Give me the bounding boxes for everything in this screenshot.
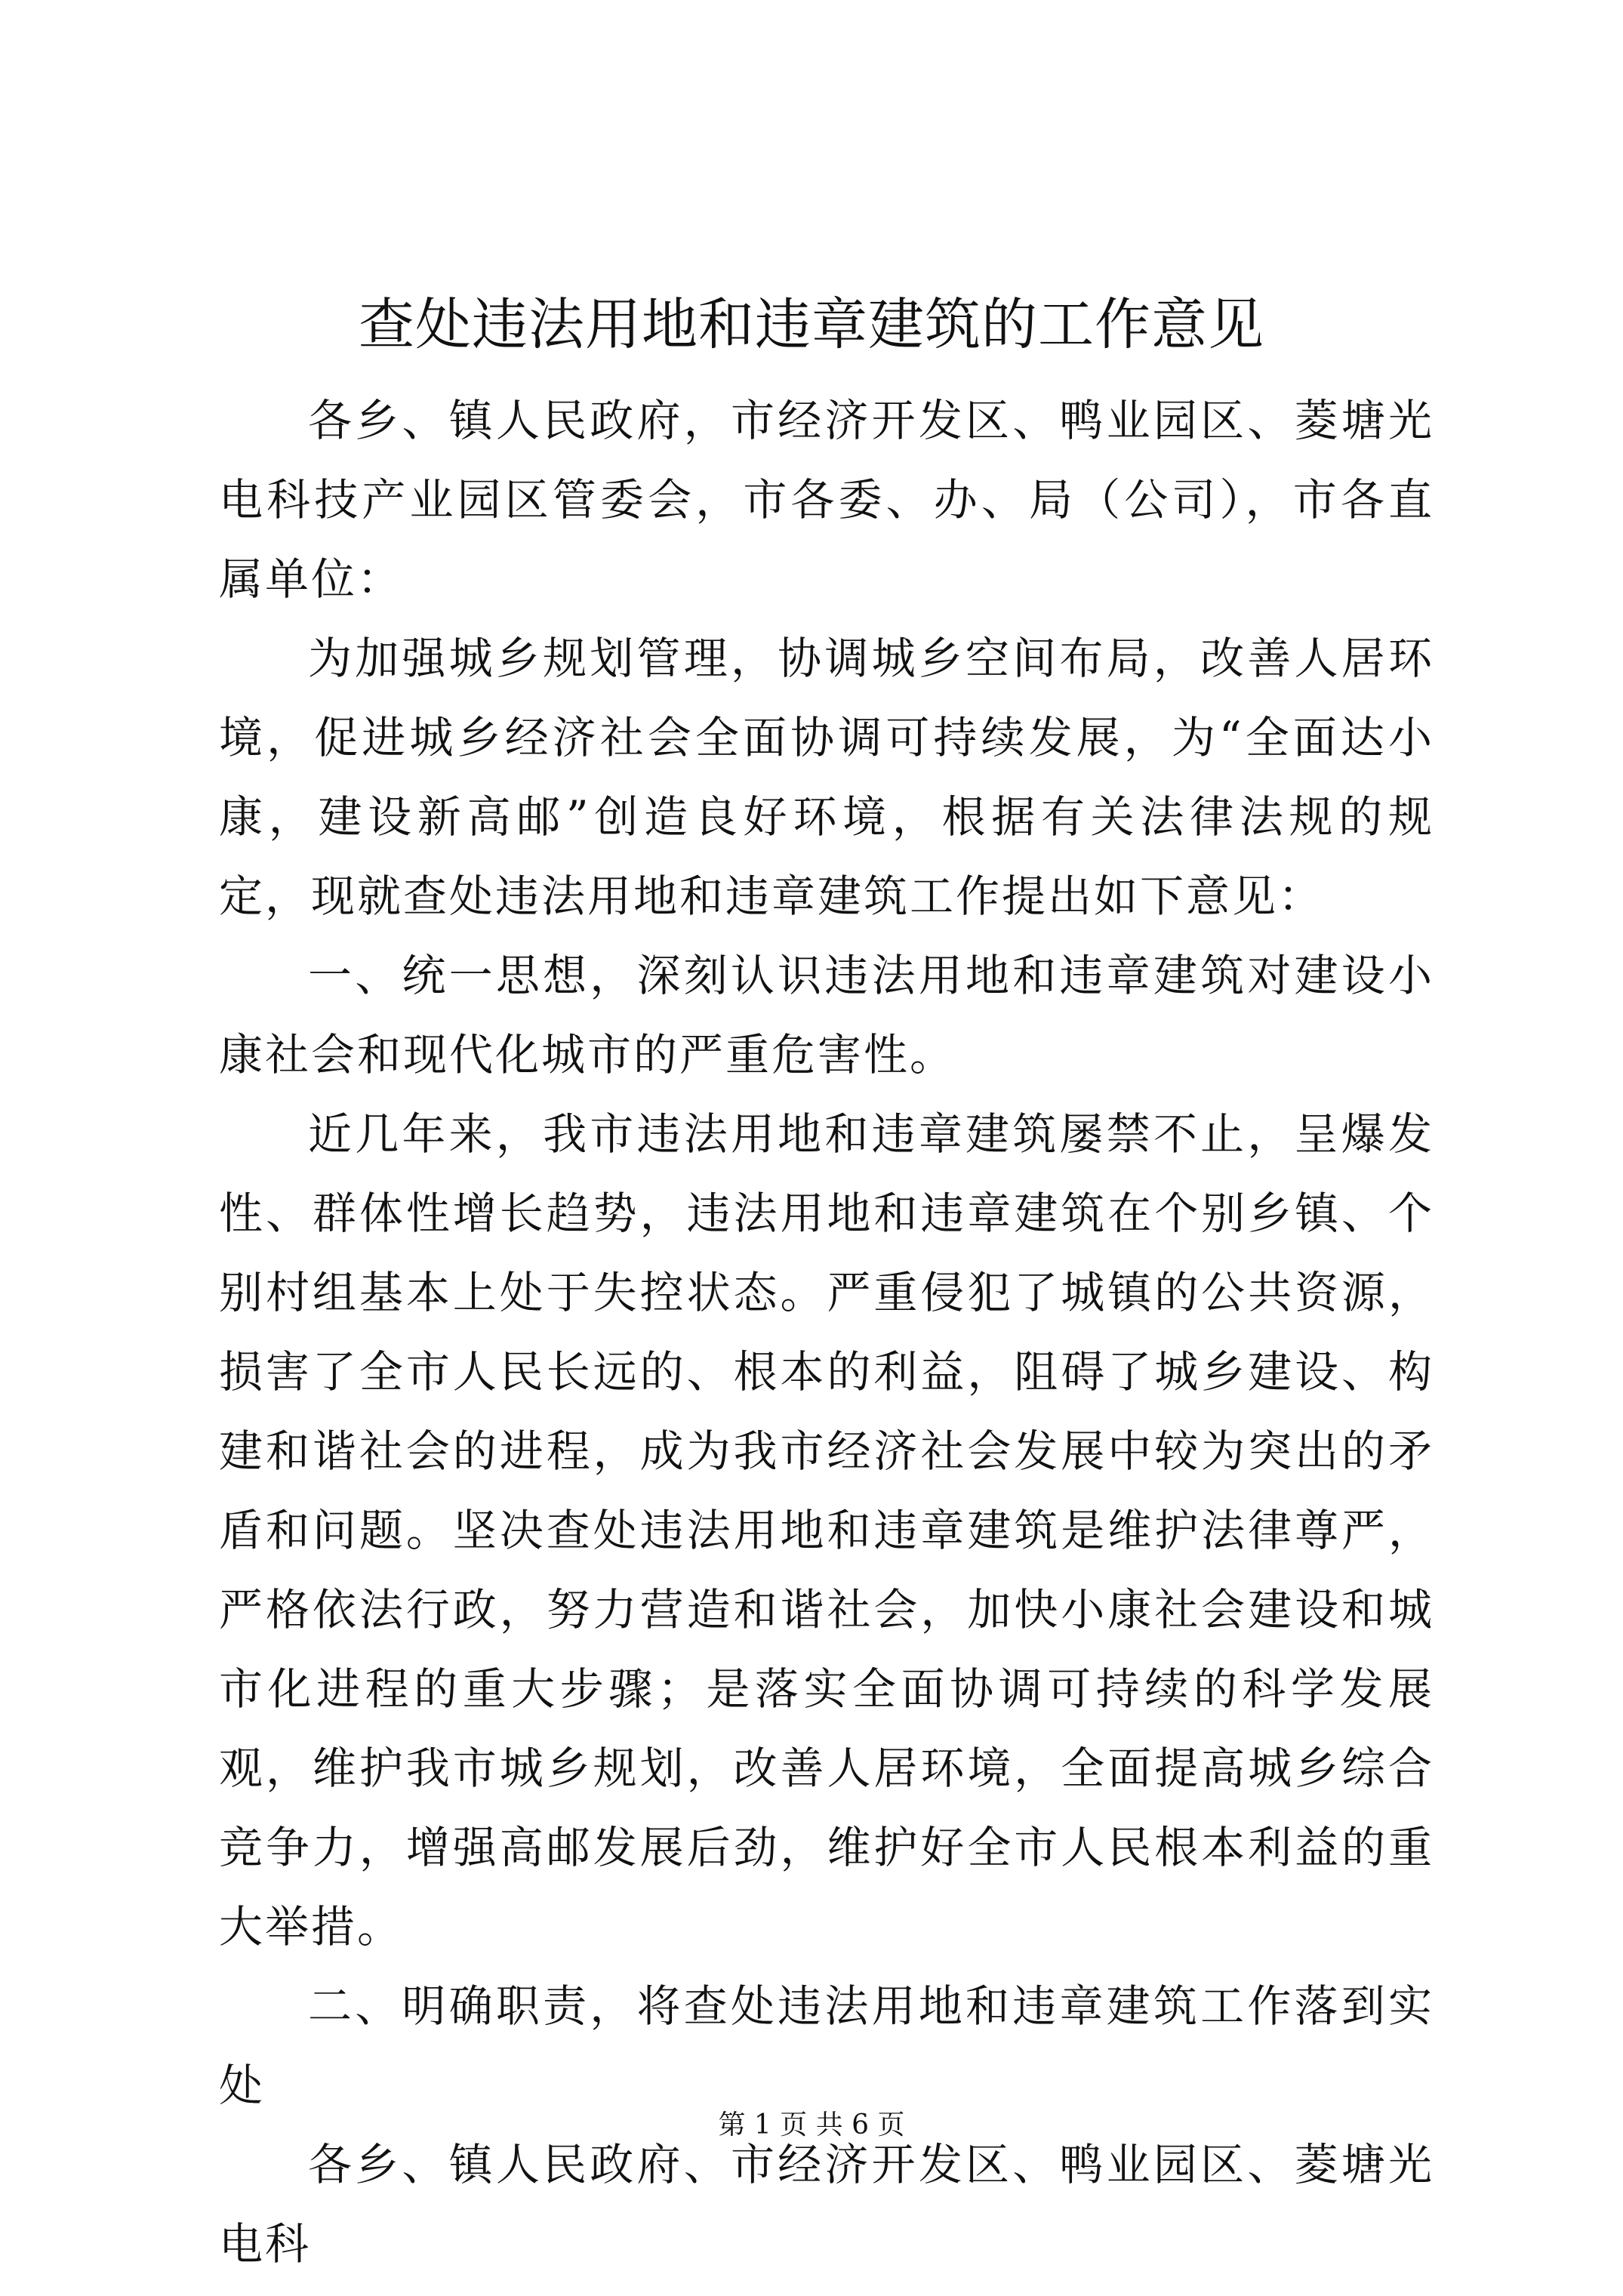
document-title: 查处违法用地和违章建筑的工作意见 bbox=[359, 292, 1264, 357]
section-heading-2: 二、明确职责，将查处违法用地和违章建筑工作落到实处 bbox=[219, 1980, 1434, 2111]
section-heading-1: 一、统一思想，深刻认识违法用地和违章建筑对建设小康社会和现代化城市的严重危害性。 bbox=[219, 950, 1434, 1080]
paragraph-responsibilities: 各乡、镇人民政府、市经济开发区、鸭业园区、菱塘光电科 bbox=[219, 2139, 1434, 2270]
paragraph-intro: 为加强城乡规划管理，协调城乡空间布局，改善人居环境，促进城乡经济社会全面协调可持续发展，为“全面达小康，建设新高邮”创造良好环境，根据有关法律法规的规定，现就查处违法用地和违章建筑工作提出如下意见： bbox=[219, 633, 1434, 922]
paragraph-salutation: 各乡、镇人民政府，市经济开发区、鸭业园区、菱塘光电科技产业园区管委会，市各委、办、局（公司），市各直属单位： bbox=[219, 395, 1434, 605]
document-body bbox=[219, 381, 1434, 2284]
page-footer: 第 1 页 共 6 页 bbox=[718, 2110, 905, 2140]
paragraph-situation: 近几年来，我市违法用地和违章建筑屡禁不止，呈爆发性、群体性增长趋势，违法用地和违章建筑在个别乡镇、个别村组基本上处于失控状态。严重侵犯了城镇的公共资源，损害了全市人民长远的、根本的利益，阻碍了城乡建设、构建和谐社会的进程，成为我市经济社会发展中较为突出的矛盾和问题。坚决查处违法用地和违章建筑是维护法律尊严，严格依法行政，努力营造和谐社会，加快小康社会建设和城市化进程的重大步骤；是落实全面协调可持续的科学发展观，维护我市城乡规划，改善人居环境，全面提高城乡综合竞争力，增强高邮发展后劲，维护好全市人民根本利益的重大举措。 bbox=[219, 1108, 1434, 1952]
